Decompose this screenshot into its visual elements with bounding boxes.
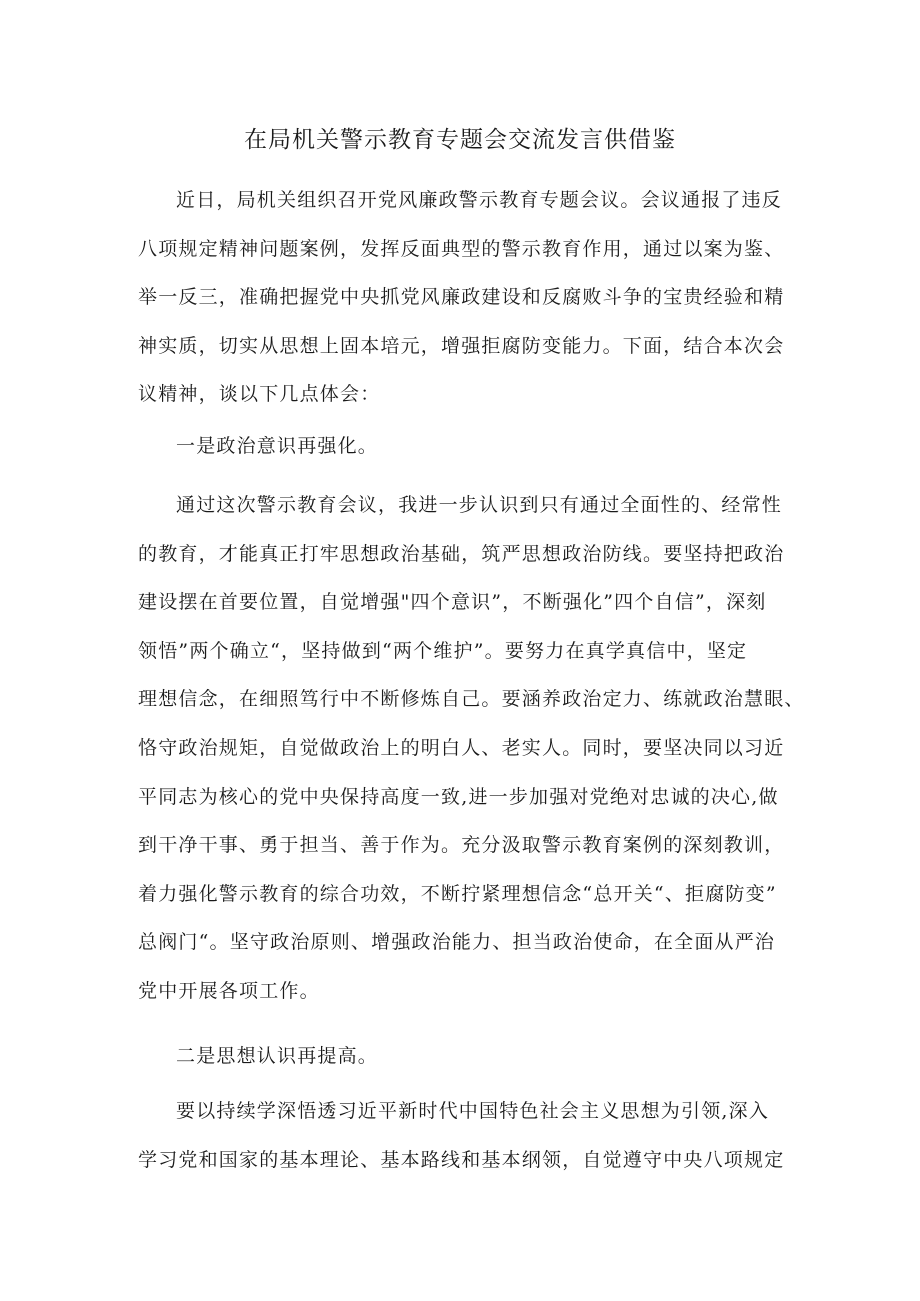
text-line: 到干净干事、勇于担当、善于作为。充分汲取警示教育案例的深刻教训， xyxy=(138,834,785,857)
section1-paragraph xyxy=(138,481,805,1016)
text-line: 要以持续学深悟透习近平新时代中国特色社会主义思想为引领,深入 xyxy=(176,1100,770,1122)
text-line: 理想信念，在细照笃行中不断修炼自己。要涵养政治定力、练就政治慧眼、 xyxy=(138,688,805,711)
text-line: 党中开展各项工作。 xyxy=(138,979,320,1002)
text-line: 近日，局机关组织召开党风廉政警示教育专题会议。会议通报了违反 xyxy=(176,189,783,211)
text-line: 领悟”两个确立“，坚持做到“两个维护”。要努力在真学真信中，坚定 xyxy=(138,639,748,662)
text-line: 学习党和国家的基本理论、基本路线和基本纲领，自觉遵守中央八项规定 xyxy=(138,1148,785,1171)
text-line: 的教育，才能真正打牢思想政治基础，筑严思想政治防线。要坚持把政治 xyxy=(138,542,785,565)
text-line: 神实质，切实从思想上固本培元，增强拒腐防变能力。下面，结合本次会 xyxy=(138,334,785,357)
section-heading-2: 二是思想认识再提高。 xyxy=(176,1045,379,1067)
document-title: 在局机关警示教育专题会交流发言供借鉴 xyxy=(244,127,676,153)
text-line: 通过这次警示教育会议，我进一步认识到只有通过全面性的、经常性 xyxy=(176,494,783,516)
text-line: 议精神，谈以下几点体会： xyxy=(138,383,381,406)
text-line: 建设摆在首要位置，自觉增强"四个意识”，不断强化”四个自信”，深刻 xyxy=(138,591,767,614)
text-line: 平同志为核心的党中央保持高度一致,进一步加强对党绝对忠诚的决心,做 xyxy=(138,785,779,808)
text-line: 恪守政治规矩，自觉做政治上的明白人、老实人。同时，要坚决同以习近 xyxy=(138,736,785,759)
text-line: 总阀门“。坚守政治原则、增强政治能力、担当政治使命，在全面从严治 xyxy=(138,931,776,954)
section2-paragraph xyxy=(138,1087,798,1184)
intro-paragraph xyxy=(138,176,798,419)
text-line: 八项规定精神问题案例，发挥反面典型的警示教育作用，通过以案为鉴、 xyxy=(138,237,785,260)
text-line: 着力强化警示教育的综合功效，不断拧紧理想信念“总开关“、拒腐防变” xyxy=(138,882,777,905)
section-heading-1: 一是政治意识再强化。 xyxy=(176,435,379,457)
text-line: 举一反三，准确把握党中央抓党风廉政建设和反腐败斗争的宝贵经验和精 xyxy=(138,286,785,309)
